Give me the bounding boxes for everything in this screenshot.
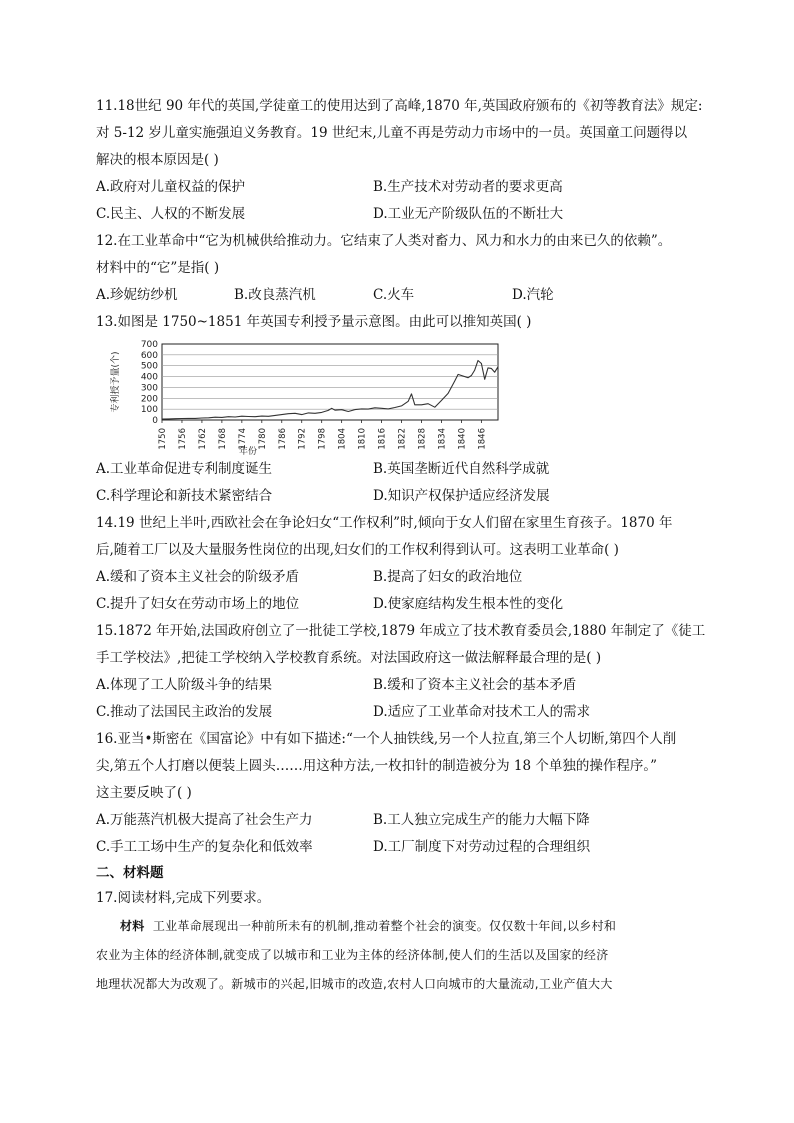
options-row	[96, 834, 716, 861]
x-tick-label: 1816	[377, 428, 388, 450]
y-tick-label: 100	[140, 405, 158, 416]
x-tick-label: 1846	[477, 428, 488, 450]
question-stem-line: 后,随着工厂以及大量服务性岗位的出现,妇女们的工作权利得到认可。这表明工业革命( )	[96, 542, 619, 558]
question-stem-line: 解决的根本原因是( )	[96, 152, 219, 168]
plot-frame	[162, 344, 498, 420]
option-d[interactable]: D.工业无产阶级队伍的不断壮大	[373, 206, 564, 222]
options-row	[96, 174, 716, 201]
option-c[interactable]: C.火车	[373, 287, 415, 303]
options-row	[96, 456, 716, 483]
y-tick-label: 700	[140, 340, 158, 350]
question-stem-line: 12.在工业革命中“它为机械供给推动力。它结束了人类对畜力、风力和水力的由来已久的依赖”。	[96, 233, 672, 249]
options-row	[96, 591, 716, 618]
option-d[interactable]: D.适应了工业革命对技术工人的需求	[373, 704, 591, 720]
question-15	[96, 618, 716, 726]
question-17-prompt: 17.阅读材料,完成下列要求。	[96, 890, 271, 906]
option-c[interactable]: C.科学理论和新技术紧密结合	[96, 488, 273, 504]
x-tick-label: 1810	[357, 428, 368, 450]
x-tick-label: 1822	[397, 428, 408, 450]
x-tick-label: 1798	[317, 428, 328, 450]
options-row	[96, 564, 716, 591]
option-b[interactable]: B.改良蒸汽机	[234, 287, 316, 303]
x-tick-label: 1792	[297, 428, 308, 450]
x-tick-label: 1756	[177, 428, 188, 450]
material-label: 材料	[120, 919, 145, 933]
question-11	[96, 93, 716, 228]
option-c[interactable]: C.提升了妇女在劳动市场上的地位	[96, 596, 300, 612]
option-c[interactable]: C.手工工场中生产的复杂化和低效率	[96, 839, 313, 855]
material-line: 地理状况都大为改观了。新城市的兴起,旧城市的改造,农村人口向城市的大量流动,工业产值大大	[96, 977, 613, 991]
option-b[interactable]: B.英国垄断近代自然科学成就	[373, 461, 550, 477]
x-tick-label: 1828	[417, 428, 428, 450]
option-b[interactable]: B.提高了妇女的政治地位	[373, 569, 523, 585]
option-a[interactable]: A.缓和了资本主义社会的阶级矛盾	[96, 569, 300, 585]
question-stem-line: 13.如图是 1750~1851 年英国专利授予量示意图。由此可以推知英国( )	[96, 314, 532, 330]
options-row	[96, 699, 716, 726]
option-a[interactable]: A.工业革命促进专利制度诞生	[96, 461, 273, 477]
option-d[interactable]: D.汽轮	[512, 287, 554, 303]
x-tick-label: 1840	[457, 428, 468, 450]
option-b[interactable]: B.缓和了资本主义社会的基本矛盾	[373, 677, 577, 693]
y-tick-label: 0	[152, 416, 158, 426]
option-a[interactable]: A.珍妮纺纱机	[96, 287, 178, 303]
x-tick-label: 1780	[257, 428, 268, 450]
question-stem-line: 15.1872 年开始,法国政府创立了一批徒工学校,1879 年成立了技术教育委员会,1880 年制定了《徒工	[96, 623, 706, 639]
y-tick-label: 200	[140, 394, 158, 405]
question-12	[96, 228, 716, 309]
y-axis-label: 专利授予量(个)	[111, 351, 121, 413]
option-b[interactable]: B.工人独立完成生产的能力大幅下降	[373, 812, 590, 828]
section-material	[96, 861, 716, 999]
question-stem-line: 手工学校法》,把徒工学校纳入学校教育系统。对法国政府这一做法解释最合理的是( )	[96, 650, 602, 666]
options-row	[96, 282, 716, 309]
options-row	[96, 201, 716, 228]
section-heading: 二、材料题	[96, 865, 164, 881]
y-tick-label: 500	[140, 361, 158, 372]
x-tick-label: 1834	[437, 428, 448, 450]
question-stem-line: 尖,第五个人打磨以便装上圆头……用这种方法,一枚扣针的制造被分为 18 个单独的操作程序。”	[96, 758, 657, 774]
x-tick-label: 1762	[197, 428, 208, 450]
question-stem-line: 材料中的“它”是指( )	[96, 260, 220, 276]
x-tick-label: 1768	[217, 428, 228, 450]
options-row	[96, 672, 716, 699]
patent-line-chart	[96, 340, 516, 456]
question-stem-line: 这主要反映了( )	[96, 785, 192, 801]
question-stem-line: 对 5-12 岁儿童实施强迫义务教育。19 世纪末,儿童不再是劳动力市场中的一员。英国童工问题得以	[96, 125, 688, 141]
options-row	[96, 483, 716, 510]
x-tick-label: 1750	[158, 428, 168, 450]
options-row	[96, 807, 716, 834]
y-tick-label: 400	[140, 372, 158, 383]
option-a[interactable]: A.体现了工人阶级斗争的结果	[96, 677, 273, 693]
question-stem-line: 14.19 世纪上半叶,西欧社会在争论妇女“工作权利”时,倾向于女人们留在家里生育孩子。1870 年	[96, 515, 673, 531]
question-stem-line: 16.亚当•斯密在《国富论》中有如下描述:“一个人抽铁线,另一个人拉直,第三个人切断,第四个人削	[96, 731, 677, 747]
question-content	[96, 93, 716, 999]
option-d[interactable]: D.使家庭结构发生根本性的变化	[373, 596, 564, 612]
material-text: 工业革命展现出一种前所未有的机制,推动着整个社会的演变。仅仅数十年间,以乡村和	[152, 919, 617, 933]
option-a[interactable]: A.万能蒸汽机极大提高了社会生产力	[96, 812, 313, 828]
question-14	[96, 510, 716, 618]
option-d[interactable]: D.工厂制度下对劳动过程的合理组织	[373, 839, 591, 855]
option-a[interactable]: A.政府对儿童权益的保护	[96, 179, 246, 195]
x-tick-label: 1804	[337, 428, 348, 450]
patent-series-line	[162, 361, 498, 420]
x-axis-label: 年份	[238, 447, 258, 456]
patent-chart	[96, 340, 716, 456]
option-c[interactable]: C.民主、人权的不断发展	[96, 206, 246, 222]
question-13	[96, 309, 716, 510]
y-tick-label: 600	[140, 350, 158, 361]
question-stem-line: 11.18世纪 90 年代的英国,学徒童工的使用达到了高峰,1870 年,英国政府颁布的《初等教育法》规定:	[96, 98, 703, 114]
y-tick-label: 300	[140, 383, 158, 394]
x-tick-label: 1786	[277, 428, 288, 450]
option-c[interactable]: C.推动了法国民主政治的发展	[96, 704, 273, 720]
material-line: 农业为主体的经济体制,就变成了以城市和工业为主体的经济体制,使人们的生活以及国家的经济	[96, 948, 609, 962]
option-d[interactable]: D.知识产权保护适应经济发展	[373, 488, 550, 504]
x-tick-label: 1774	[237, 428, 248, 450]
question-16	[96, 726, 716, 861]
material-line	[96, 912, 716, 941]
option-b[interactable]: B.生产技术对劳动者的要求更高	[373, 179, 563, 195]
